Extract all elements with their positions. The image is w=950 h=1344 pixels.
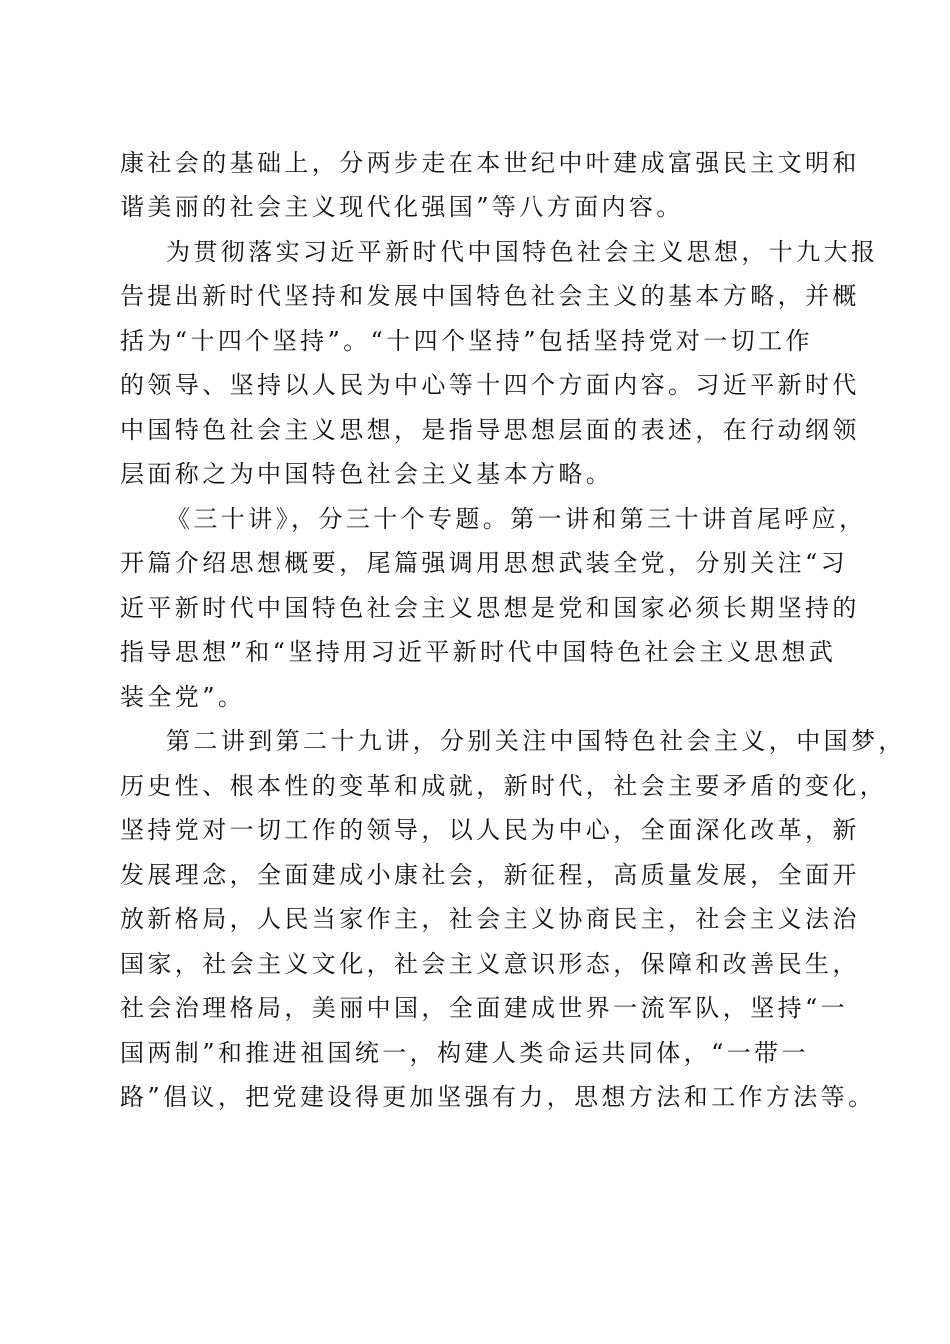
- text-line: 社会治理格局，美丽中国，全面建成世界一流军队，坚持“一: [120, 994, 849, 1022]
- text-line: 开篇介绍思想概要，尾篇强调用思想武装全党，分别关注“习: [120, 549, 849, 577]
- text-line: 的领导、坚持以人民为中心等十四个方面内容。习近平新时代: [120, 371, 860, 399]
- text-line: 国两制”和推进祖国统一，构建人类命运共同体，“一带一: [120, 1039, 809, 1067]
- text-line: 坚持党对一切工作的领导，以人民为中心，全面深化改革，新: [120, 816, 860, 844]
- text-line: 发展理念，全面建成小康社会，新征程，高质量发展，全面开: [120, 861, 860, 889]
- text-line: 为贯彻落实习近平新时代中国特色社会主义思想，十九大报: [166, 238, 879, 266]
- text-line: 国家，社会主义文化，社会主义意识形态，保障和改善民生，: [120, 950, 860, 978]
- text-line: 中国特色社会主义思想，是指导思想层面的表述，在行动纲领: [120, 416, 860, 444]
- text-line: 层面称之为中国特色社会主义基本方略。: [120, 460, 614, 488]
- text-line: 放新格局，人民当家作主，社会主义协商民主，社会主义法治: [120, 905, 860, 933]
- text-line: 括为“十四个坚持”。“十四个坚持”包括坚持党对一切工作: [120, 327, 813, 355]
- text-line: 谐美丽的社会主义现代化强国”等八方面内容。: [120, 193, 684, 221]
- text-line: 第二讲到第二十九讲，分别关注中国特色社会主义，中国梦，: [166, 727, 906, 755]
- text-line: 路”倡议，把党建设得更加坚强有力，思想方法和工作方法等。: [120, 1083, 876, 1111]
- text-line: 《三十讲》，分三十个专题。第一讲和第三十讲首尾呼应，: [166, 505, 867, 533]
- text-line: 告提出新时代坚持和发展中国特色社会主义的基本方略，并概: [120, 282, 860, 310]
- text-line: 康社会的基础上，分两步走在本世纪中叶建成富强民主文明和: [120, 149, 860, 177]
- text-line: 装全党”。: [120, 683, 246, 711]
- text-line: 指导思想”和“坚持用习近平新时代中国特色社会主义思想武: [120, 638, 837, 666]
- text-line: 近平新时代中国特色社会主义思想是党和国家必须长期坚持的: [120, 594, 860, 622]
- text-line: 历史性、根本性的变革和成就，新时代，社会主要矛盾的变化，: [120, 772, 888, 800]
